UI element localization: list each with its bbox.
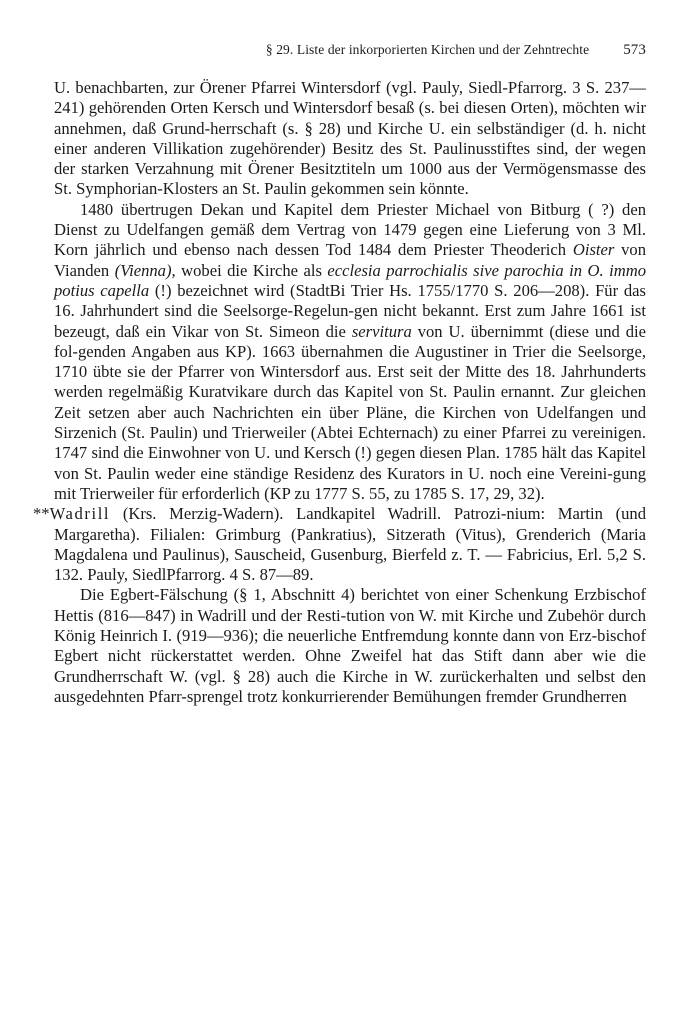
entry-wadrill xyxy=(33,504,646,585)
text-run: (!) bezeichnet wird (StadtBi Trier Hs. 1755/1770 S. 206—208). Für das 16. Jahrhundert sind die Seelsorge-Regelun-gen nicht bekannt. Erst zum Jahre 1661 ist bezeugt, daß ein Vikar von St. Simeon die xyxy=(54,280,646,341)
running-head xyxy=(54,42,646,66)
page-number: 573 xyxy=(623,42,646,58)
text-run: wobei die Kirche als xyxy=(175,260,328,280)
text-run: 1480 übertrugen Dekan und Kapitel dem Priester Michael von Bitburg ( ?) den Dienst zu Udelfangen gemäß dem Vertrag von 1479 gegen eine Lieferung von 3 Ml. Korn jährlich und ebenso nach dessen Tod 1484 dem Priester Theoderich xyxy=(54,199,646,260)
paragraph-wadrill-history: Die Egbert-Fälschung (§ 1, Abschnitt 4) berichtet von einer Schenkung Erzbischof Hettis (816—847) in Wadrill und der Resti-tution von W. mit Kirche und Zubehör durch König Heinrich I. (919—936); die neuerliche Entfremdung konnte dann von Erz-bischof Egbert nicht rückerstattet werden. Ohne Zweifel hat das Stift dann aber wie die Grundherrschaft W. (vgl. § 28) auch die Kirche in W. zurückerhalten und selbst den ausgedehnten Pfarr-sprengel trotz konkurrierender Bemühungen fremder Grundherren xyxy=(54,585,646,706)
book-page xyxy=(33,42,647,707)
italic-term-servitura: servitura xyxy=(351,321,412,341)
entry-heading-wadrill: Wadrill xyxy=(49,504,111,524)
paragraph-udelfangen-history xyxy=(54,200,646,504)
text-run: von U. übernimmt (diese und die fol-genden Angaben aus KP). 1663 übernahmen die Augustiner in Trier die Seelsorge, 1710 übte sie der Pfarrer von Wintersdorf aus. Erst seit der Mitte des 18. Jahrhunderts werden regelmäßig Kuratvikare durch das Kapitel von St. Paulin ernannt. Zur gleichen Zeit setzen aber auch Nachrichten ein über Pläne, die Kirchen von Udelfangen und Sirzenich (St. Paulin) und Trierweiler (Abtei Echternach) zu einer Pfarrei zu vereinigen. 1747 sind die Einwohner von U. und Kersch (!) gegen diesen Plan. 1785 hält das Kapitel von St. Paulin weder eine ständige Residenz des Kurators in U. noch eine Vereini-gung mit Trierweiler für erforderlich (KP zu 1777 S. 55, zu 1785 S. 17, 29, 32). xyxy=(54,321,646,503)
entry-text: (Krs. Merzig-Wadern). Landkapitel Wadrill. Patrozi-nium: Martin (und Margaretha). Filialen: Grimburg (Pankratius), Sitzerath (Vitus), Grenderich (Maria Magdalena und Paulinus), Sauscheid, Gusenburg, Bierfeld z. T. — Fabricius, Erl. 5,2 S. 132. Pauly, SiedlPfarrorg. 4 S. 87—89. xyxy=(54,504,646,585)
italic-name-vienna: (Vienna), xyxy=(114,260,176,280)
latin-quote: ecclesia parrochialis sive parochia in O. immo potius capella xyxy=(54,260,647,300)
paragraph-udelfangen-continued: U. benachbarten, zur Örener Pfarrei Wintersdorf (vgl. Pauly, Siedl-Pfarrorg. 3 S. 237—241) gehörenden Orten Kersch und Wintersdorf besaß (s. bei diesen Orten), möchten wir annehmen, daß Grund-herrschaft (s. § 28) und Kirche U. ein selbständiger (d. h. nicht einer anderen Villikation zugehörender) Besitz des St. Paulinusstiftes sind, der wegen der starken Verzahnung mit Örener Besitztiteln um 1000 aus der Vermögensmasse des St. Symphorian-Klosters an St. Paulin gekommen sein könnte. xyxy=(54,78,646,199)
running-head-title: § 29. Liste der inkorporierten Kirchen und der Zehntrechte xyxy=(265,42,590,57)
text-run: von Vianden xyxy=(54,240,646,280)
entry-marker: ** xyxy=(33,504,50,524)
body-text xyxy=(33,78,647,707)
italic-name-oister: Oister xyxy=(572,240,615,260)
